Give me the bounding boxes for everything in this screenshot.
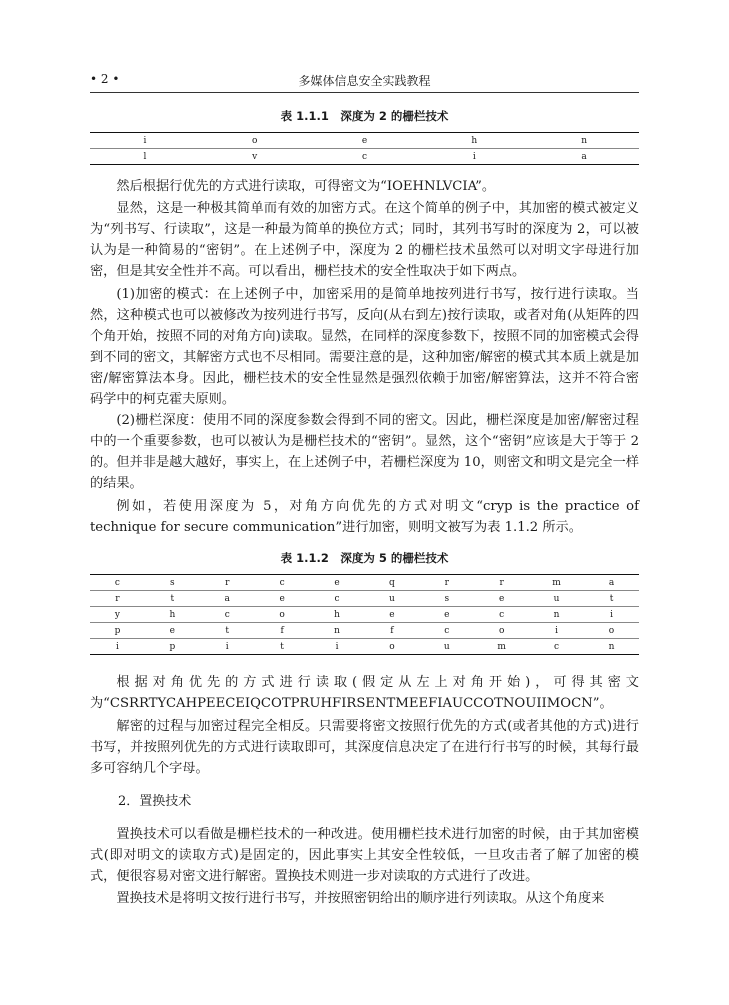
table-row	[90, 149, 639, 165]
table-cell: e	[145, 623, 200, 639]
table-cell: h	[310, 607, 365, 623]
table-cell: i	[419, 149, 529, 165]
paragraph: 显然，这是一种极其简单而有效的加密方式。在这个简单的例子中，其加密的模式被定义为“列书写、行读取”，这是一种最为简单的换位方式；同时，其列书写时的深度为 2，可以被认为是一种简易的“密钥”。在上述例子中，深度为 2 的栅栏技术虽然可以对明文字母进行加密，但是其安全性并不高。可以看出，栅栏技术的安全性取决于如下两点。	[90, 201, 639, 279]
table-1	[90, 132, 639, 165]
table-cell: u	[529, 591, 584, 607]
table-cell: p	[145, 639, 200, 655]
table-cell: n	[310, 623, 365, 639]
table-cell: y	[90, 607, 145, 623]
table-cell: i	[529, 623, 584, 639]
table-cell: i	[90, 133, 200, 149]
table-cell: e	[310, 133, 420, 149]
table-cell: t	[145, 591, 200, 607]
table-cell: o	[364, 639, 419, 655]
table-cell: r	[419, 575, 474, 591]
table-cell: i	[310, 639, 365, 655]
table-row	[90, 639, 639, 655]
paragraph: 例如，若使用深度为 5，对角方向优先的方式对明文“cryp is the practice of technique for secure communication”进行加密，则明文被写为表 1.1.2 所示。	[90, 499, 639, 535]
table-cell: s	[419, 591, 474, 607]
table-cell: i	[584, 607, 639, 623]
table-cell: c	[200, 607, 255, 623]
table-cell: u	[419, 639, 474, 655]
table-row	[90, 607, 639, 623]
table-cell: o	[200, 133, 310, 149]
table-2	[90, 574, 639, 655]
table-cell: r	[200, 575, 255, 591]
table-cell: e	[255, 591, 310, 607]
paragraph: 置换技术可以看做是栅栏技术的一种改进。使用栅栏技术进行加密的时候，由于其加密模式(即对明文的读取方式)是固定的，因此事实上其安全性较低，一旦攻击者了解了加密的模式，便很容易对密文进行解密。置换技术则进一步对读取的方式进行了改进。	[90, 827, 639, 884]
table-cell: c	[474, 607, 529, 623]
table-cell: n	[584, 639, 639, 655]
table-cell: c	[310, 591, 365, 607]
paragraph: (1)加密的模式：在上述例子中，加密采用的是简单地按列进行书写，按行进行读取。当然，这种模式也可以被修改为按列进行书写，反向(从右到左)按行读取，或者对角(从矩阵的四个角开始，按照不同的对角方向)读取。显然，在同样的深度参数下，按照不同的加密模式会得到不同的密文，其解密方式也不尽相同。需要注意的是，这种加密/解密的模式其本质上就是加密/解密算法本身。因此，栅栏技术的安全性显然是强烈依赖于加密/解密算法，这并不符合密码学中的柯克霍夫原则。	[90, 287, 639, 407]
table-cell: p	[90, 623, 145, 639]
table-cell: a	[584, 575, 639, 591]
table-cell: h	[419, 133, 529, 149]
table-cell: e	[474, 591, 529, 607]
table-cell: l	[90, 149, 200, 165]
table-cell: f	[364, 623, 419, 639]
table-cell: c	[90, 575, 145, 591]
page-number: • 2 •	[90, 72, 120, 86]
table-cell: e	[364, 607, 419, 623]
table-cell: o	[584, 623, 639, 639]
table-cell: c	[419, 623, 474, 639]
paragraph: 根据对角优先的方式进行读取(假定从左上对角开始)，可得其密文为“CSRRTYCAHPEECEIQCOTPRUHFIRSENTMEEFIAUCCOTNOUIIMOCN”。	[90, 675, 639, 711]
table-cell: u	[364, 591, 419, 607]
paragraph: 然后根据行优先的方式进行读取，可得密文为“IOEHNLVCIA”。	[116, 179, 496, 194]
paragraph: 置换技术是将明文按行进行书写，并按照密钥给出的顺序进行列读取。从这个角度来	[116, 891, 605, 906]
table-cell: m	[529, 575, 584, 591]
table-cell: h	[145, 607, 200, 623]
table-cell: c	[310, 149, 420, 165]
table-cell: o	[474, 623, 529, 639]
table-cell: t	[200, 623, 255, 639]
table-cell: e	[310, 575, 365, 591]
table-row	[90, 133, 639, 149]
section-heading: 2．置换技术	[118, 794, 192, 809]
paragraph: 解密的过程与加密过程完全相反。只需要将密文按照行优先的方式(或者其他的方式)进行书写，并按照列优先的方式进行读取即可，其深度信息决定了在进行行书写的时候，其每行最多可容纳几个字母。	[90, 719, 639, 776]
table-cell: c	[529, 639, 584, 655]
table-row	[90, 575, 639, 591]
table-cell: i	[200, 639, 255, 655]
table-cell: s	[145, 575, 200, 591]
table-cell: n	[529, 133, 639, 149]
table-cell: a	[529, 149, 639, 165]
table-cell: q	[364, 575, 419, 591]
table-cell: r	[90, 591, 145, 607]
table-cell: o	[255, 607, 310, 623]
paragraph: (2)栅栏深度：使用不同的深度参数会得到不同的密文。因此，栅栏深度是加密/解密过程中的一个重要参数，也可以被认为是栅栏技术的“密钥”。显然，这个“密钥”应该是大于等于 2 的。但并非是越大越好，事实上，在上述例子中，若栅栏深度为 10，则密文和明文是完全一样的结果。	[90, 413, 639, 491]
table-cell: t	[255, 639, 310, 655]
table-cell: i	[90, 639, 145, 655]
page-header	[90, 68, 639, 93]
table-cell: c	[255, 575, 310, 591]
table-cell: t	[584, 591, 639, 607]
table-cell: v	[200, 149, 310, 165]
table-cell: m	[474, 639, 529, 655]
table-row	[90, 591, 639, 607]
table-cell: r	[474, 575, 529, 591]
table-1-caption: 表 1.1.1 深度为 2 的栅栏技术	[280, 109, 449, 123]
table-row	[90, 623, 639, 639]
table-2-caption: 表 1.1.2 深度为 5 的栅栏技术	[280, 551, 449, 565]
book-title: 多媒体信息安全实践教程	[298, 74, 431, 88]
table-cell: f	[255, 623, 310, 639]
table-cell: n	[529, 607, 584, 623]
table-cell: a	[200, 591, 255, 607]
table-cell: e	[419, 607, 474, 623]
